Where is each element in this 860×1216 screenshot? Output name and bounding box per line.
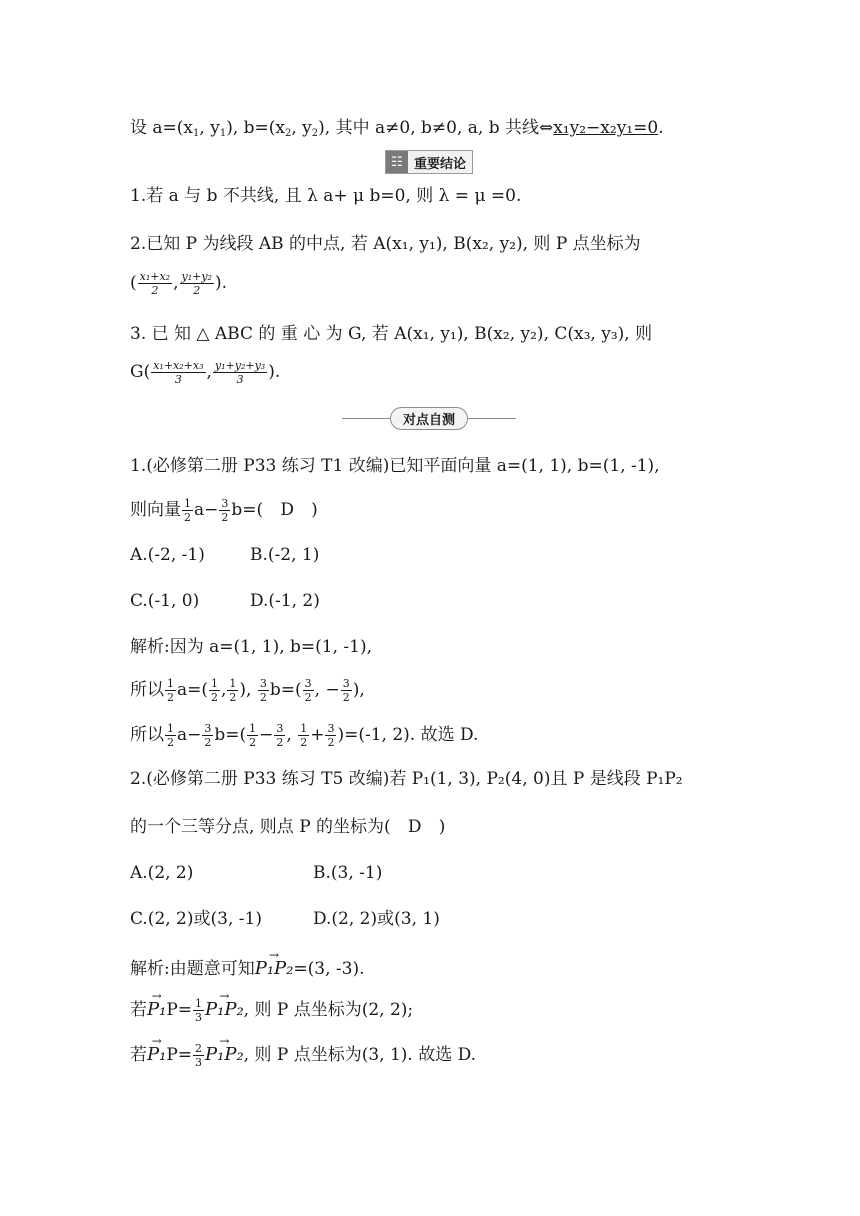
self-test-section-header — [342, 406, 516, 430]
important-conclusion-badge — [385, 150, 473, 174]
fraction — [165, 677, 176, 704]
text: ) — [438, 817, 446, 837]
denominator: 2 — [229, 691, 237, 704]
vector-p1p2: → P₁P₂ — [205, 993, 244, 1027]
sub: 1 — [193, 128, 200, 139]
sub: 1 — [219, 128, 227, 139]
denominator: 2 — [204, 736, 212, 749]
conclusion-icon: ☷ — [386, 151, 408, 173]
fraction — [138, 270, 172, 297]
text: b=( — [231, 500, 264, 520]
answer: D — [280, 500, 294, 520]
fraction — [303, 677, 314, 704]
denominator: 2 — [249, 736, 257, 749]
text: ), — [352, 680, 365, 700]
paren: ). — [268, 362, 281, 382]
comma: , — [206, 362, 212, 382]
sub: 2 — [311, 128, 319, 139]
conclusion-3-formula — [130, 355, 730, 389]
divider — [468, 418, 516, 419]
denominator: 3 — [174, 373, 182, 386]
numerator: 3 — [221, 497, 229, 510]
q2-options-row-1 — [130, 860, 730, 886]
vector-p1p: → P₁ — [147, 993, 166, 1027]
text: 所以 — [130, 725, 164, 745]
conclusion-1: 1.若 a 与 b 不共线, 且 λ a+ μ b=0, 则 λ = μ =0. — [130, 186, 522, 206]
fraction — [193, 997, 204, 1024]
text: ) — [311, 500, 318, 520]
fraction — [151, 359, 205, 386]
fraction — [213, 359, 267, 386]
option-d: D.(2, 2)或(3, 1) — [313, 909, 440, 929]
centroid-label: G( — [130, 362, 151, 382]
q1-options-row-1 — [130, 542, 730, 568]
numerator: 3 — [276, 722, 284, 735]
conclusion-2: 2.已知 P 为线段 AB 的中点, 若 A(x₁, y₁), B(x₂, y₂), 则 P 点坐标为 — [130, 234, 641, 254]
q2-stem: 2.(必修第二册 P33 练习 T5 改编)若 P₁(1, 3), P₂(4, 0)且 P 是线段 P₁P₂ — [130, 769, 683, 789]
numerator: 3 — [204, 722, 212, 735]
conclusion-3: 3. 已 知 △ ABC 的 重 心 为 G, 若 A(x₁, y₁), B(x₂, y₂), C(x₃, y₃), 则 — [130, 324, 653, 344]
text: ), — [239, 680, 257, 700]
paren: ). — [214, 273, 228, 293]
vector-p1p2: → P₁P₂ — [205, 1038, 244, 1072]
def-text: ), 其中 a≠0, b≠0, a, b 共线⇔ — [318, 118, 554, 138]
answer: D — [407, 817, 422, 837]
option-d: D.(-1, 2) — [250, 591, 320, 611]
def-text: 设 a=(x — [130, 118, 194, 138]
sub: 2 — [284, 128, 292, 139]
q1-stem: 1.(必修第二册 P33 练习 T1 改编)已知平面向量 a=(1, 1), b=(1, -1), — [130, 456, 660, 476]
denominator: 3 — [195, 1011, 203, 1024]
text: , − — [314, 680, 340, 700]
option-c: C.(-1, 0) — [130, 591, 200, 611]
denominator: 2 — [300, 736, 308, 749]
q2-options-row-2 — [130, 906, 730, 932]
fraction — [202, 722, 213, 749]
text: 解析:由题意可知 — [130, 959, 255, 979]
fraction — [193, 1042, 204, 1069]
numerator: 1 — [167, 677, 174, 690]
text: P= — [166, 1045, 193, 1065]
q2-stem-2 — [130, 814, 730, 840]
numerator: 1 — [211, 677, 219, 690]
q1-options-row-2 — [130, 588, 730, 614]
numerator: y₁+y₂+y₃ — [214, 359, 266, 372]
text: a=( — [177, 680, 209, 700]
fraction — [258, 677, 269, 704]
collinear-condition: x₁y₂−x₂y₁=0 — [553, 118, 659, 138]
text: , 则 P 点坐标为(2, 2); — [243, 1000, 414, 1020]
q2-solution-2 — [130, 993, 730, 1027]
option-b: B.(-2, 1) — [250, 545, 320, 565]
fraction — [182, 497, 193, 524]
fraction — [274, 722, 285, 749]
numerator: 3 — [342, 677, 350, 690]
denominator: 2 — [304, 691, 312, 704]
numerator: 1 — [300, 722, 308, 735]
option-b: B.(3, -1) — [313, 863, 383, 883]
numerator: 2 — [195, 1042, 203, 1055]
option-c: C.(2, 2)或(3, -1) — [130, 909, 262, 929]
section-title: 对点自测 — [390, 407, 468, 430]
numerator: y₁+y₂ — [181, 270, 212, 283]
fraction — [325, 722, 336, 749]
denominator: 2 — [211, 691, 219, 704]
text: =(3, -3). — [293, 959, 365, 979]
numerator: 3 — [327, 722, 335, 735]
badge-label: 重要结论 — [414, 156, 467, 172]
def-text: , y — [291, 118, 312, 138]
q1-stem-2 — [130, 494, 730, 526]
text: 所以 — [130, 680, 164, 700]
paren: ( — [130, 273, 137, 293]
text: − — [259, 725, 274, 745]
denominator: 2 — [167, 736, 174, 749]
q1-solution-2 — [130, 673, 730, 707]
denominator: 2 — [259, 691, 267, 704]
denominator: 2 — [221, 511, 229, 524]
fraction — [165, 722, 176, 749]
def-text: ), b=(x — [226, 118, 285, 138]
def-text: . — [658, 118, 664, 138]
fraction — [247, 722, 258, 749]
text: b=( — [269, 680, 302, 700]
text: , 则 P 点坐标为(3, 1). 故选 D. — [243, 1045, 477, 1065]
denominator: 2 — [327, 736, 335, 749]
text: , — [221, 680, 227, 700]
option-a: A.(2, 2) — [130, 863, 194, 883]
q1-solution-1: 解析:因为 a=(1, 1), b=(1, -1), — [130, 637, 373, 657]
numerator: 3 — [304, 677, 312, 690]
option-a: A.(-2, -1) — [130, 545, 205, 565]
text: 的一个三等分点, 则点 P 的坐标为( — [130, 817, 391, 837]
text: P= — [166, 1000, 193, 1020]
text: 则向量 — [130, 500, 181, 520]
fraction — [219, 497, 230, 524]
denominator: 2 — [184, 511, 191, 524]
denominator: 3 — [236, 373, 244, 386]
vector-p1p2: → P₁P₂ — [255, 954, 294, 984]
numerator: 3 — [259, 677, 267, 690]
fraction — [298, 722, 309, 749]
text: a− — [177, 725, 202, 745]
text: b=( — [214, 725, 247, 745]
numerator: 1 — [167, 722, 174, 735]
numerator: 1 — [249, 722, 257, 735]
text: a− — [194, 500, 219, 520]
q2-solution-3 — [130, 1038, 730, 1072]
text: 若 — [130, 1045, 147, 1065]
denominator: 2 — [342, 691, 350, 704]
text: + — [310, 725, 325, 745]
text: )=(-1, 2). 故选 D. — [337, 725, 479, 745]
fraction — [180, 270, 214, 297]
comma: , — [173, 273, 179, 293]
fraction — [227, 677, 238, 704]
text: , — [286, 725, 298, 745]
numerator: x₁+x₂+x₃ — [153, 359, 204, 372]
denominator: 2 — [167, 691, 174, 704]
denominator: 2 — [193, 284, 201, 297]
fraction — [341, 677, 352, 704]
divider — [342, 418, 390, 419]
conclusion-2-formula — [130, 266, 730, 300]
numerator: 1 — [195, 997, 203, 1010]
text: 若 — [130, 1000, 147, 1020]
denominator: 3 — [195, 1056, 203, 1069]
numerator: x₁+x₂ — [139, 270, 171, 283]
vector-p1p: → P₁ — [147, 1038, 166, 1072]
def-text: , y — [199, 118, 220, 138]
q1-solution-3 — [130, 718, 730, 752]
denominator: 2 — [276, 736, 284, 749]
numerator: 1 — [184, 497, 191, 510]
definition-line — [130, 115, 730, 147]
numerator: 1 — [229, 677, 237, 690]
fraction — [209, 677, 220, 704]
denominator: 2 — [151, 284, 159, 297]
